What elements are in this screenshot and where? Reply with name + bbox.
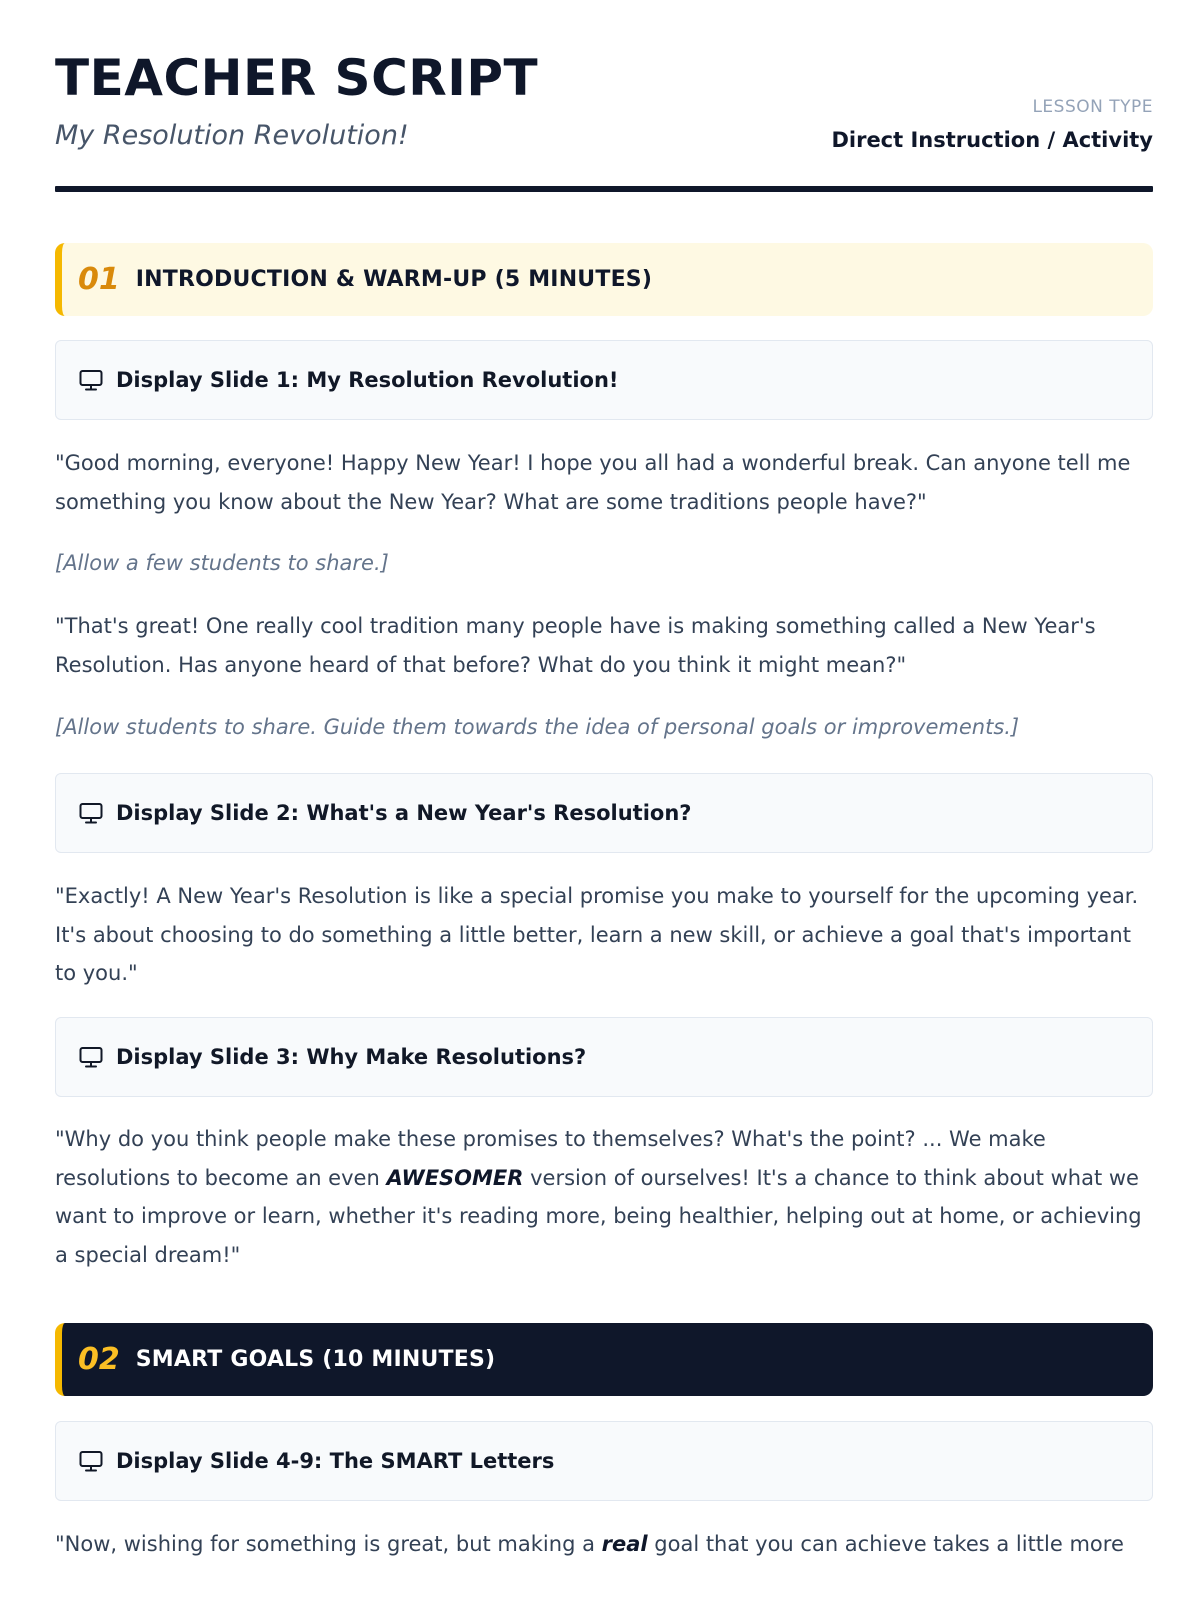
- monitor-icon: [78, 800, 104, 826]
- script-paragraph: "Good morning, everyone! Happy New Year! I hope you all had a wonderful break. Can anyone tell me something you know about the New Year? What are some traditions people have?": [55, 451, 1131, 514]
- slide-label: Display Slide 3: Why Make Resolutions?: [116, 1045, 587, 1069]
- lesson-subtitle: My Resolution Revolution!: [55, 120, 409, 151]
- lesson-type-value: Direct Instruction / Activity: [831, 128, 1153, 152]
- script-text: "Now, wishing for something is great, but making a: [55, 1532, 602, 1556]
- stage-direction: [Allow students to share. Guide them towards the idea of personal goals or improvements.]: [55, 715, 1020, 739]
- script-paragraph: [55, 1120, 1153, 1274]
- script-text: goal that you can achieve takes a little more: [647, 1532, 1124, 1556]
- lesson-type: [831, 96, 1153, 153]
- slide-label: Display Slide 2: What's a New Year's Resolution?: [116, 801, 692, 825]
- document-header: [55, 0, 1153, 195]
- emphasis-text: real: [601, 1532, 648, 1556]
- script-paragraph: "Exactly! A New Year's Resolution is like a special promise you make to yourself for the upcoming year. It's about choosing to do something a little better, learn a new skill, or achieve a goal that's important to you.": [55, 884, 1139, 985]
- slide-label: Display Slide 1: My Resolution Revolution!: [116, 368, 619, 392]
- script-paragraph: "That's great! One really cool tradition many people have is making something called a New Year's Resolution. Has anyone heard of that before? What do you think it might mean?": [55, 614, 1096, 677]
- monitor-icon: [78, 367, 104, 393]
- section-number: 01: [78, 262, 120, 297]
- monitor-icon: [78, 1448, 104, 1474]
- emphasis-text: AWESOMER: [386, 1165, 524, 1190]
- section-header-intro: [55, 243, 1153, 316]
- section-title: SMART GOALS (10 MINUTES): [135, 1347, 496, 1372]
- script-text: "Why do you think people make these promises to themselves? What's the point? ... We make resolutions to become an even: [55, 1127, 1046, 1190]
- stage-direction: [Allow a few students to share.]: [55, 551, 389, 575]
- slide-callout: [55, 1421, 1153, 1501]
- section-header-smart-goals: [55, 1323, 1153, 1396]
- lesson-type-label: LESSON TYPE: [1032, 97, 1153, 117]
- header-divider: [55, 186, 1153, 192]
- section-number: 02: [78, 1342, 120, 1377]
- slide-callout: [55, 1017, 1153, 1097]
- slide-callout: [55, 773, 1153, 853]
- monitor-icon: [78, 1044, 104, 1070]
- script-paragraph: [55, 1525, 1153, 1564]
- script-text: version of ourselves! It's a chance to think about what we want to improve or learn, whether it's reading more, being healthier, helping out at home, or achieving a special dream!": [55, 1165, 1142, 1267]
- teacher-script-page: [55, 0, 1153, 1556]
- slide-callout: [55, 340, 1153, 420]
- slide-label: Display Slide 4-9: The SMART Letters: [116, 1449, 555, 1473]
- section-title: INTRODUCTION & WARM-UP (5 MINUTES): [135, 267, 653, 292]
- page-title: TEACHER SCRIPT: [55, 49, 539, 107]
